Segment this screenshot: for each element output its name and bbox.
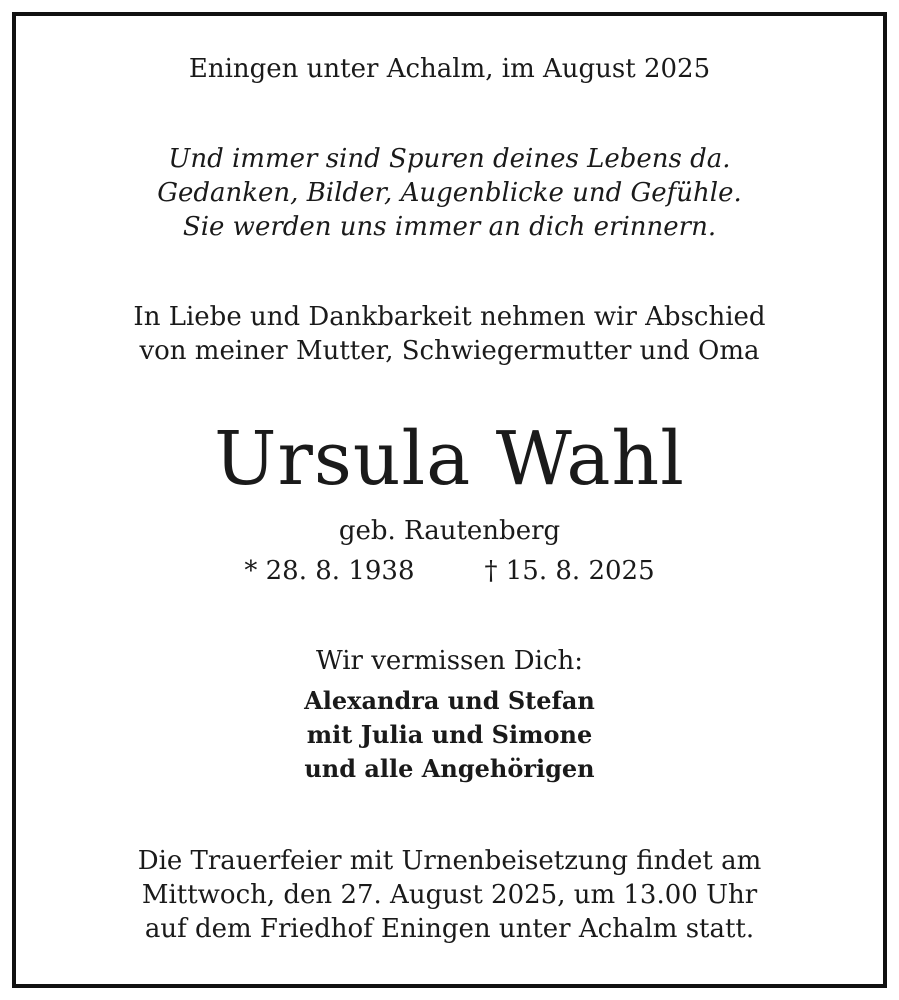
verse-line: Sie werden uns immer an dich erinnern. <box>182 212 717 242</box>
mourner-name-line: Alexandra und Stefan <box>304 686 595 715</box>
verse-line: Und immer sind Spuren deines Lebens da. <box>168 144 731 174</box>
mourner-name-line: und alle Angehörigen <box>304 754 595 783</box>
deceased-name: Ursula Wahl <box>214 416 685 502</box>
place-date-line: Eningen unter Achalm, im August 2025 <box>188 54 711 84</box>
mourner-name-line: mit Julia und Simone <box>306 720 593 749</box>
mourners-intro: Wir vermissen Dich: <box>315 646 584 676</box>
maiden-name: geb. Rautenberg <box>338 516 561 546</box>
intro-line: In Liebe und Dankbarkeit nehmen wir Abschied <box>133 302 766 332</box>
intro-line: von meiner Mutter, Schwiegermutter und Oma <box>139 336 760 366</box>
life-dates <box>16 556 883 586</box>
birth-date: * 28. 8. 1938 <box>244 556 415 586</box>
funeral-info-line: auf dem Friedhof Eningen unter Achalm statt. <box>144 914 755 944</box>
verse-line: Gedanken, Bilder, Augenblicke und Gefühle. <box>157 178 742 208</box>
funeral-info-line: Die Trauerfeier mit Urnenbeisetzung findet am <box>137 846 762 876</box>
obituary-notice <box>12 12 887 988</box>
death-date: † 15. 8. 2025 <box>484 556 655 586</box>
funeral-info-line: Mittwoch, den 27. August 2025, um 13.00 Uhr <box>141 880 758 910</box>
